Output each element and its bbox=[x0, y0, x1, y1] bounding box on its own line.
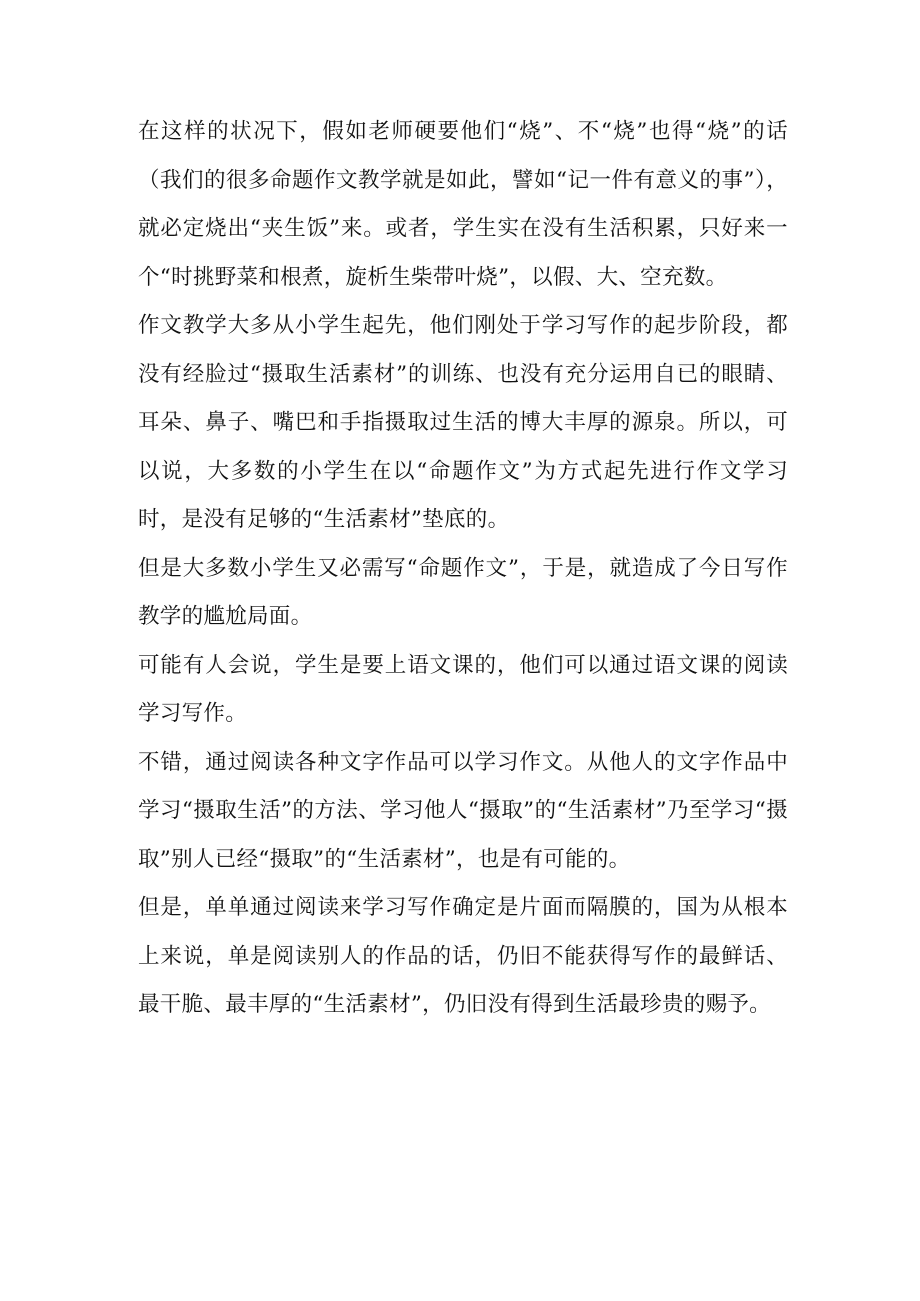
paragraph-4: 可能有人会说，学生是要上语文课的，他们可以通过语文课的阅读学习写作。 bbox=[138, 652, 788, 726]
document-body bbox=[138, 108, 788, 1030]
paragraph-5: 不错，通过阅读各种文字作品可以学习作文。从他人的文字作品中学习“摄取生活”的方法、学习他人“摄取”的“生活素材”乃至学习“摄取”别人已经“摄取”的“生活素材”，也是有可能的。 bbox=[138, 749, 788, 872]
paragraph-6: 但是，单单通过阅读来学习写作确定是片面而隔膜的，国为从根本上来说，单是阅读别人的作品的话，仍旧不能获得写作的最鲜话、最干脆、最丰厚的“生活素材”，仍旧没有得到生活最珍贵的赐予。 bbox=[138, 895, 788, 1017]
paragraph-1: 在这样的状况下，假如老师硬要他们“烧”、不“烧”也得“烧”的话（我们的很多命题作文教学就是如此，譬如“记一件有意义的事”），就必定烧出“夹生饭”来。或者，学生实在没有生活积累，只好来一个“时挑野菜和根煮，旋析生柴带叶烧”，以假、大、空充数。 bbox=[138, 119, 788, 290]
paragraph-3: 但是大多数小学生又必需写“命题作文”，于是，就造成了今日写作教学的尴尬局面。 bbox=[138, 555, 788, 629]
paragraph-2: 作文教学大多从小学生起先，他们刚处于学习写作的起步阶段，都没有经脸过“摄取生活素材”的训练、也没有充分运用自已的眼睛、耳朵、鼻子、嘴巴和手指摄取过生活的博大丰厚的源泉。所以，可以说，大多数的小学生在以“命题作文”为方式起先进行作文学习时，是没有足够的“生活素材”垫底的。 bbox=[138, 313, 788, 532]
